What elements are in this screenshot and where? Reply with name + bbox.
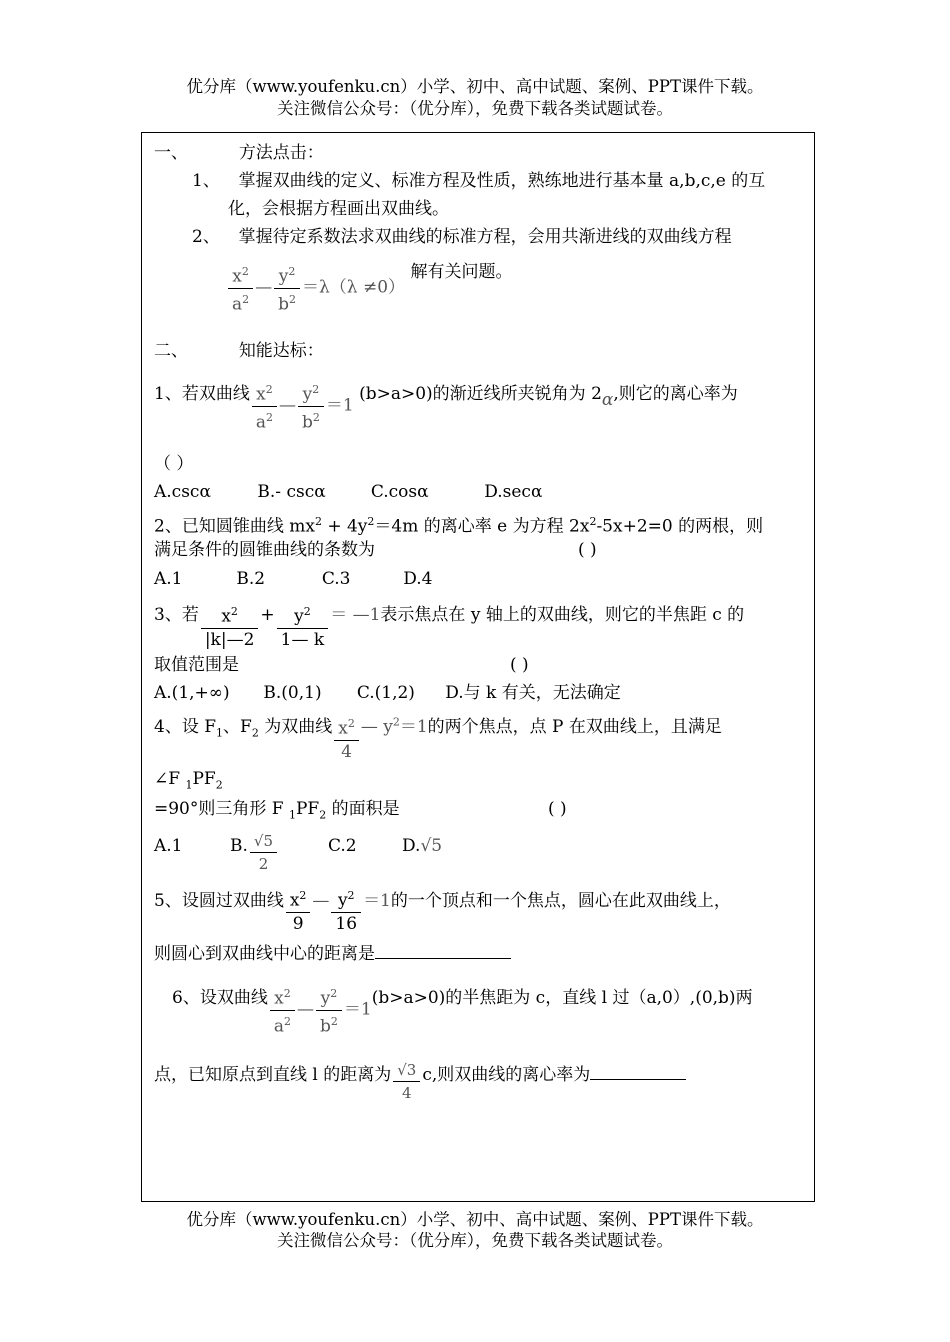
q4-options	[154, 830, 442, 875]
q6-line-2: 点，已知原点到直线 l 的距离为 $\frac{√3}{4}$ c,则双曲线的离心率为	[154, 1059, 686, 1104]
method-item-1-text: 掌握双曲线的定义、标准方程及性质，熟练地进行基本量 a,b,c,e 的互	[238, 171, 766, 191]
q6-frac: $\frac{√3}{4}$	[393, 1059, 420, 1104]
q1-frac-y-b: $\frac{y^2}{b^2}$	[298, 379, 324, 433]
q4-paren: ( )	[548, 799, 567, 819]
q3-line-2	[154, 653, 529, 677]
question-6: 6、设双曲线 $\frac{x^2}{a^2}$ — $\frac{y^2}{b^2}$ ＝1(b>a>0)的半焦距为 c，直线 l 过（a,0）,(0,b)两	[172, 983, 753, 1037]
q4-line-3: =90°则三角形 F $_1PF_2$ 的面积是 ( )	[154, 799, 567, 822]
q2-option-c: C.3	[321, 569, 351, 589]
q1-condition: (b>a>0)的渐近线所夹锐角为 2	[359, 383, 602, 404]
q2-options	[154, 567, 432, 591]
method-item-2-number: 2、	[192, 227, 220, 247]
q2-line-2-text: 满足条件的圆锥曲线的条数为	[154, 540, 375, 560]
q1-lead: 1、若双曲线	[154, 383, 250, 404]
q2-option-a: A.1	[154, 569, 183, 589]
q5-frac-1: $\frac{x^2}{9}$	[286, 885, 311, 935]
question-2: 2、已知圆锥曲线 $mx^2 + 4y^2=4m$ 的离心率 e 为方程 $2x^2-5x+2=0$ 的两根，则	[154, 515, 764, 537]
q4-option-d: D.√5	[402, 836, 443, 856]
section2-number: 二、	[154, 341, 188, 361]
q4-option-a: A.1	[154, 836, 183, 856]
q1-option-a: A.cscα	[154, 482, 211, 502]
q1-paren: （ ）	[154, 454, 194, 474]
question-3: 3、若 $\frac{x^2}{|k|—2}$ + $\frac{y^2}{1— k}$ ＝ —1表示焦点在 y 轴上的双曲线，则它的半焦距 c 的	[154, 601, 744, 651]
q5-answer-blank[interactable]	[375, 940, 511, 959]
q2-line-2	[154, 538, 597, 562]
method-item-1-cont: 化，会根据方程画出双曲线。	[228, 199, 449, 219]
content-box	[141, 132, 815, 1202]
method-item-2-equation: $\frac{x^2}{a^2}$ — $\frac{y^2}{b^2}$ ＝λ（λ ≠0） 解有关问题。	[226, 261, 512, 315]
footer-line-1: 优分库（www.youfenku.cn）小学、初中、高中试题、案例、PPT课件下载。	[186, 1210, 764, 1229]
footer-line-2: 关注微信公众号：（优分库），免费下载各类试题试卷。	[277, 1231, 673, 1250]
q6-answer-blank[interactable]	[590, 1061, 686, 1080]
eq-rhs: ＝λ（λ ≠0）	[302, 277, 406, 298]
section1-title: 方法点击：	[238, 143, 324, 163]
q3-option-b: B.(0,1)	[263, 683, 322, 703]
method-item-2-tail: 解有关问题。	[410, 261, 513, 282]
q1-option-d: D.secα	[484, 482, 543, 502]
q5-line-2: 则圆心到双曲线中心的距离是	[154, 940, 511, 966]
q3-paren: ( )	[510, 655, 529, 675]
section1-heading	[154, 141, 324, 165]
q5-frac-2: $\frac{y^2}{16}$	[331, 885, 361, 935]
q3-frac-1: $\frac{x^2}{|k|—2}$	[201, 601, 259, 651]
q1-rhs: ＝1	[325, 395, 354, 416]
q1-tail: ,则它的离心率为	[613, 383, 738, 404]
method-item-2	[192, 225, 732, 249]
q2-option-d: D.4	[403, 569, 433, 589]
question-5: 5、设圆过双曲线 $\frac{x^2}{9}$ — $\frac{y^2}{16}$ ＝1的一个顶点和一个焦点，圆心在此双曲线上，	[154, 885, 731, 935]
q1-frac-x-a: $\frac{x^2}{a^2}$	[252, 379, 277, 433]
q1-options	[154, 480, 542, 504]
eq-frac-y-b: $\frac{y^2}{b^2}$	[274, 261, 300, 315]
method-item-1-number: 1、	[192, 171, 220, 191]
section2-title: 知能达标：	[238, 341, 324, 361]
q4-frac: $\frac{x^2}{4}$	[334, 713, 359, 763]
eq-frac-x-a: $\frac{x^2}{a^2}$	[228, 261, 253, 315]
q3-options	[154, 681, 621, 705]
q2-paren: ( )	[578, 540, 597, 560]
q2-option-b: B.2	[236, 569, 266, 589]
q4-option-b: B. $\frac{√5}{2}$	[230, 830, 328, 875]
header-line-2: 关注微信公众号：（优分库），免费下载各类试题试卷。	[277, 99, 673, 118]
q6-frac-y-b: $\frac{y^2}{b^2}$	[316, 983, 342, 1037]
question-1: 1、若双曲线 $\frac{x^2}{a^2}$ — $\frac{y^2}{b^2}$ ＝1 (b>a>0)的渐近线所夹锐角为 2α,则它的离心率为	[154, 379, 738, 433]
q3-option-a: A.(1,+∞)	[154, 683, 230, 703]
q4-angle: ∠F $_1PF_2$	[154, 769, 223, 792]
method-item-1	[192, 169, 765, 193]
question-4: 4、设 $F_1$、$F_2$ 为双曲线 $\frac{x^2}{4}$ — $y^2=1$的两个焦点，点 P 在双曲线上，且满足	[154, 713, 722, 763]
q1-option-b: B.- cscα	[257, 482, 326, 502]
q1-option-c: C.cosα	[370, 482, 429, 502]
q3-option-d: D.与 k 有关，无法确定	[445, 683, 621, 703]
q3-option-c: C.(1,2)	[356, 683, 415, 703]
section2-heading	[154, 339, 324, 363]
section1-number: 一、	[154, 143, 188, 163]
q1-alpha: α	[601, 389, 614, 410]
q4-option-c: C.2	[328, 836, 357, 856]
header-line-1: 优分库（www.youfenku.cn）小学、初中、高中试题、案例、PPT课件下载。	[186, 77, 764, 96]
method-item-2-text: 掌握待定系数法求双曲线的标准方程，会用共渐进线的双曲线方程	[238, 227, 732, 247]
q3-frac-2: $\frac{y^2}{1— k}$	[277, 601, 329, 651]
q3-line-2-text: 取值范围是	[154, 655, 239, 675]
q6-frac-x-a: $\frac{x^2}{a^2}$	[270, 983, 295, 1037]
